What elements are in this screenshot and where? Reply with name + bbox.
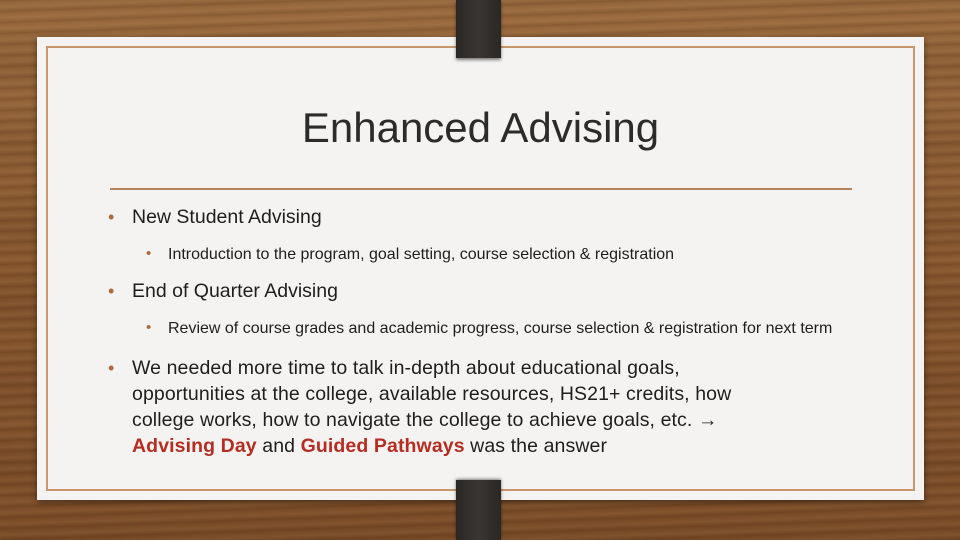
binder-clip-bottom <box>456 480 501 540</box>
connector-text: and <box>256 435 301 457</box>
bullet-icon: • <box>146 245 152 262</box>
bullet-text: New Student Advising <box>132 206 322 228</box>
bullet-icon: • <box>108 281 115 301</box>
slide-title: Enhanced Advising <box>301 104 660 151</box>
slide-content <box>108 204 888 459</box>
sub-bullet-text: Review of course grades and academic progress, course selection & registration for next term <box>168 320 833 337</box>
binder-clip-top <box>456 0 501 58</box>
title-divider <box>110 188 852 190</box>
advising-day-highlight: Advising Day <box>132 435 257 457</box>
sub-bullet-item <box>108 317 888 340</box>
bullet-icon: • <box>146 319 152 336</box>
bullet-text: End of Quarter Advising <box>132 280 338 302</box>
bullet-item <box>108 278 888 304</box>
bullet-text-part2: was the answer <box>464 435 608 457</box>
sub-bullet-item <box>108 243 888 266</box>
bullet-text-part1: We needed more time to talk in-depth about educational goals, opportunities at the college, available resources, HS21+ credits, how college works, how to navigate the college to achieve goals, etc. <box>132 357 732 431</box>
guided-pathways-highlight: Guided Pathways <box>300 435 465 457</box>
bullet-item <box>108 204 888 230</box>
sub-bullet-text: Introduction to the program, goal setting, course selection & registration <box>168 246 675 263</box>
bullet-icon: • <box>108 358 115 378</box>
bullet-item <box>108 355 792 459</box>
bullet-icon: • <box>108 207 115 227</box>
arrow-icon: → <box>697 409 718 431</box>
